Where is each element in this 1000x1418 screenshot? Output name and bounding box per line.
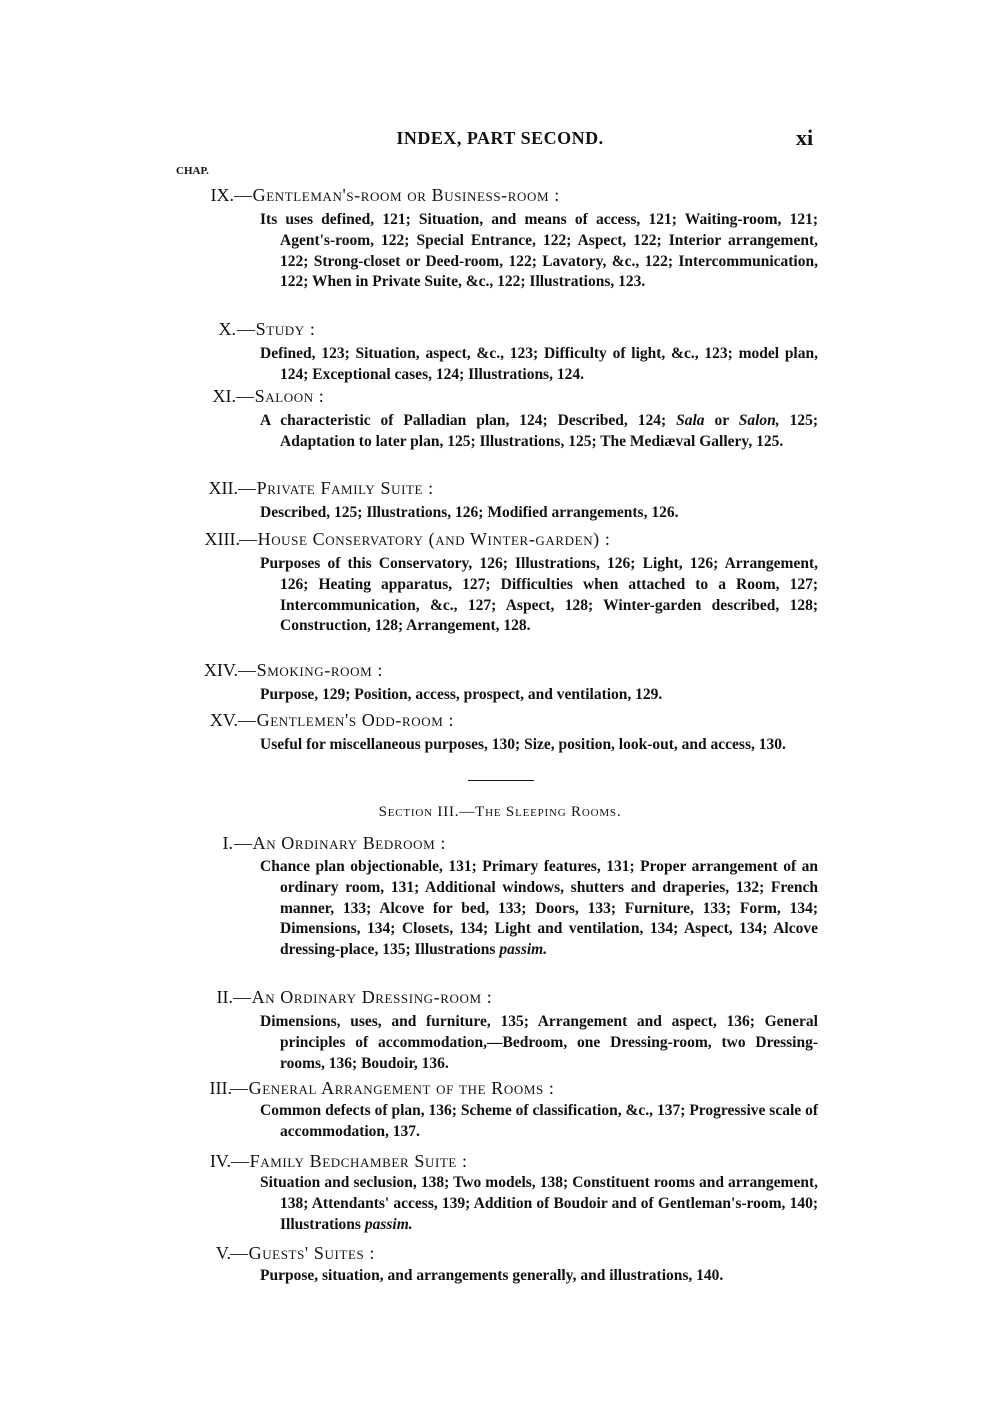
text-segment: Common defects of plan, 136; Scheme of classification, &c., 137; Progressive scale of accommodation, 137. [260,1102,818,1140]
chapter-numeral: XI. [212,386,236,406]
chap-label: CHAP. [176,165,209,177]
chapter-numeral: II. [216,987,233,1007]
chapter-title: —House Conservatory (and Winter-garden) : [239,529,611,549]
chapter-title: —Gentleman's-room or Business-room : [234,185,560,205]
page-number: xi [796,125,814,150]
section-rule [468,780,534,781]
entry-body [260,411,818,453]
text-segment: Dimensions, uses, and furniture, 135; Arrangement and aspect, 136; General principles of accommodation,—Bedroom, one Dressing-room, two Dressing-rooms, 136; Boudoir, 136. [260,1013,818,1072]
chapter-numeral: XIV. [203,660,238,680]
italic-segment: Salon, [738,412,780,429]
chapter-title: —Study : [237,319,316,339]
chapter-numeral: IX. [210,185,234,205]
text-segment: Described, 125; Illustrations, 126; Modified arrangements, 126. [260,504,679,521]
entry-body [260,1266,818,1287]
chapter-title: —An Ordinary Bedroom : [234,833,446,853]
chapter-numeral: X. [218,319,236,339]
chapter-numeral: XV. [209,710,238,730]
text-segment: 125; Adaptation to later plan, 125; Illustrations, 125; The Mediæval Gallery, 125. [280,412,818,450]
entry-body [260,503,818,524]
text-segment: Purpose, situation, and arrangements generally, and illustrations, 140. [260,1267,724,1284]
chapter-numeral: I. [222,833,233,853]
chapter-title: —Saloon : [236,386,325,406]
chapter-numeral: XIII. [204,529,240,549]
chapter-numeral: IV. [209,1151,231,1171]
chapter-title: —Private Family Suite : [238,478,434,498]
text-segment: Situation and seclusion, 138; Two models, 138; Constituent rooms and arrangement, 138; Attendants' access, 139; Addition of Boudoir and of Gentleman's-room, 140; Illustrations [260,1174,818,1233]
chapter-title: —Gentlemen's Odd-room : [238,710,455,730]
running-head [0,125,1000,156]
text-segment: or [704,412,739,429]
text-segment: Defined, 123; Situation, aspect, &c., 123; Difficulty of light, &c., 123; model plan, 124; Exceptional cases, 124; Illustrations, 124. [260,345,818,383]
chapter-title: —Family Bedchamber Suite : [231,1151,468,1171]
entry-body [260,857,818,961]
section-heading: Section III.—The Sleeping Rooms. [378,804,622,820]
entry-body [260,1101,818,1143]
entry-body [260,1173,818,1235]
chapter-title: —Smoking-room : [238,660,383,680]
text-segment: Purpose, 129; Position, access, prospect, and ventilation, 129. [260,686,663,703]
italic-segment: passim. [499,941,548,959]
entry-body [260,344,818,386]
chapter-numeral: V. [215,1243,231,1263]
chapter-title: —An Ordinary Dressing-room : [233,987,493,1007]
text-segment: Useful for miscellaneous purposes, 130; Size, position, look-out, and access, 130. [260,736,786,753]
text-segment: Its uses defined, 121; Situation, and means of access, 121; Waiting-room, 121; Agent's-room, 122; Special Entrance, 122; Aspect, 122; Interior arrangement, 122; Strong-closet or Deed-room, 122; Lavatory, &c., 122; Intercommunication, 122; When in Private Suite, &c., 122; Illustrations, 123. [260,211,818,291]
italic-segment: passim. [364,1215,413,1233]
chapter-title: —Guests' Suites : [230,1243,376,1263]
text-segment: A characteristic of Palladian plan, 124; Described, 124; [260,412,677,429]
entry-body [260,1012,818,1074]
text-segment: Chance plan objectionable, 131; Primary features, 131; Proper arrangement of an ordinary room, 131; Additional windows, shutters and draperies, 132; French manner, 133; Alcove for bed, 133; Doors, 133; Furniture, 133; Form, 134; Dimensions, 134; Closets, 134; Light and ventilation, 134; Aspect, 134; Alcove dressing-place, 135; Illustrations [260,858,818,959]
chapter-numeral: III. [209,1078,232,1098]
italic-segment: Sala [676,412,705,429]
entry-body [260,210,818,293]
entry-body [260,554,818,637]
text-segment: Purposes of this Conservatory, 126; Illustrations, 126; Light, 126; Arrangement, 126; Heating apparatus, 127; Difficulties when attached to a Room, 127; Intercommunication, &c., 127; Aspect, 128; Winter-garden described, 128; Construction, 128; Arrangement, 128. [260,555,818,635]
entry-body [260,735,818,756]
running-title: INDEX, PART SECOND. [396,128,604,148]
chapter-numeral: XII. [208,478,238,498]
entry-body [260,685,818,706]
chapter-title: —General Arrangement of the Rooms : [230,1078,555,1098]
